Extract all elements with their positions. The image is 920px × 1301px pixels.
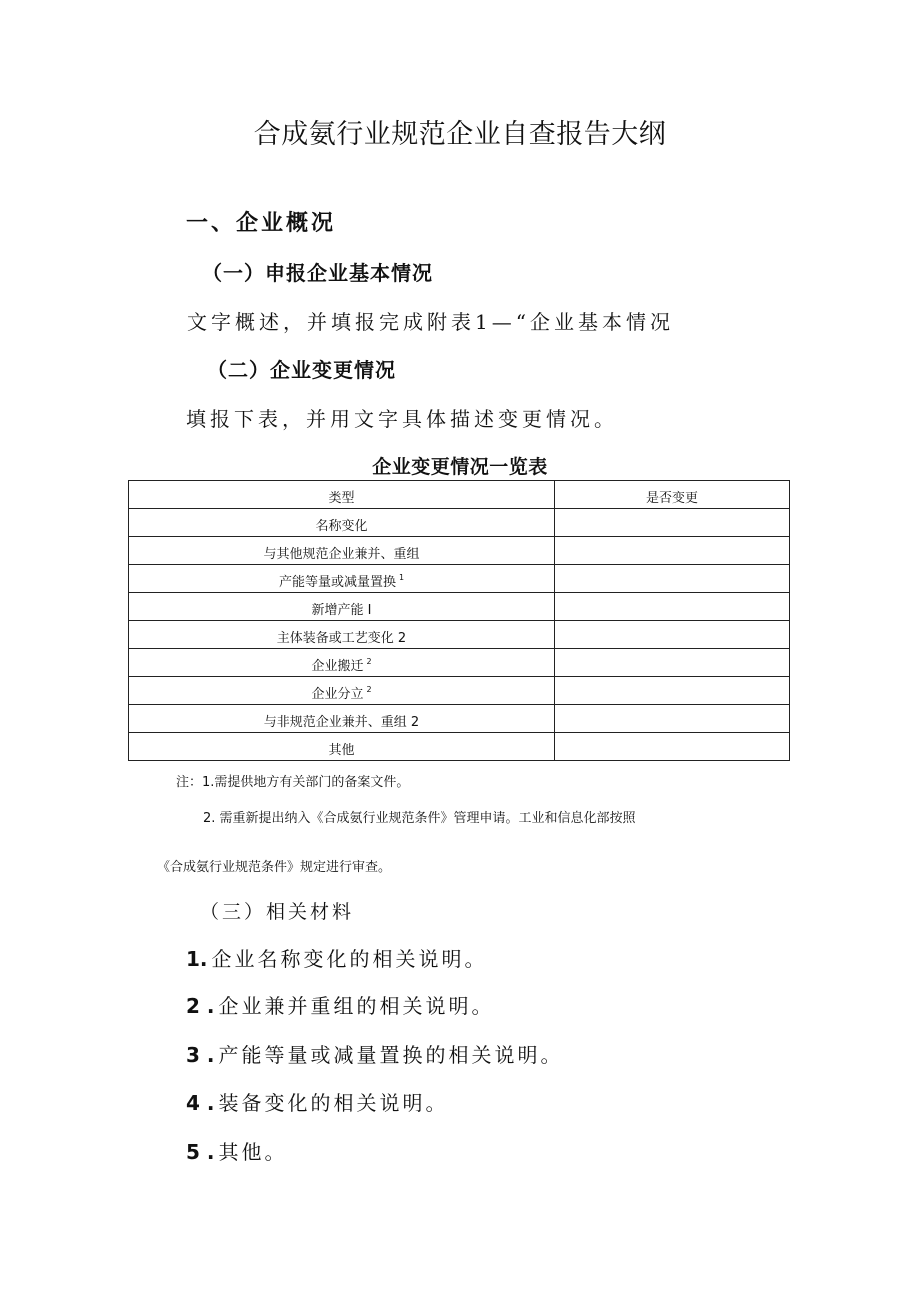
- table-row: [129, 649, 790, 677]
- table-row: [129, 537, 790, 565]
- list-item: [186, 1039, 563, 1068]
- cell-type-label: 新增产能 I: [311, 603, 372, 618]
- cell-type-label: 与其他规范企业兼并、重组: [263, 547, 420, 562]
- subsection-heading-basic-info: （一）申报企业基本情况: [202, 261, 433, 285]
- list-item-number: 3 .: [186, 1043, 215, 1067]
- footnote-marker: 2: [366, 657, 372, 666]
- cell-type: [129, 705, 555, 733]
- list-item: [186, 990, 494, 1019]
- list-item-number: 1.: [186, 947, 208, 971]
- table-body: [129, 509, 790, 761]
- list-item: [186, 1136, 287, 1165]
- cell-changed[interactable]: [555, 733, 790, 761]
- table-row: [129, 509, 790, 537]
- cell-changed[interactable]: [555, 593, 790, 621]
- cell-type-label: 主体装备或工艺变化 2: [276, 631, 407, 646]
- table-note: 2. 需重新提出纳入《合成氨行业规范条件》管理申请。工业和信息化部按照: [203, 811, 636, 826]
- table-row: [129, 593, 790, 621]
- cell-type-label: 企业搬迁: [311, 659, 364, 674]
- cell-type: [129, 537, 555, 565]
- subsection-body-changes: 填报下表，并用文字具体描述变更情况。: [186, 407, 618, 431]
- subsection-body-basic-info: 文字概述，并填报完成附表1—“企业基本情况: [187, 310, 674, 334]
- list-item-number: 2 .: [186, 994, 215, 1018]
- cell-changed[interactable]: [555, 537, 790, 565]
- cell-type: [129, 733, 555, 761]
- cell-type: [129, 565, 555, 593]
- document-title: 合成氨行业规范企业自查报告大纲: [253, 119, 667, 150]
- cell-changed[interactable]: [555, 621, 790, 649]
- list-item-text: 企业名称变化的相关说明。: [211, 947, 488, 971]
- table-row: [129, 677, 790, 705]
- table-note: 《合成氨行业规范条件》规定进行审查。: [157, 860, 392, 875]
- header-type: 类型: [129, 481, 555, 509]
- list-item: [186, 1087, 448, 1116]
- list-item-text: 企业兼并重组的相关说明。: [218, 994, 495, 1018]
- cell-type: [129, 677, 555, 705]
- table-row: [129, 705, 790, 733]
- cell-type-label: 产能等量或减量置换: [278, 575, 396, 590]
- cell-changed[interactable]: [555, 509, 790, 537]
- table-row: [129, 733, 790, 761]
- table-caption: 企业变更情况一览表: [372, 456, 548, 478]
- change-table: [128, 480, 790, 761]
- cell-type-label: 名称变化: [315, 519, 368, 534]
- list-item-number: 5 .: [186, 1140, 215, 1164]
- list-item-text: 其他。: [218, 1140, 288, 1164]
- table-row: [129, 565, 790, 593]
- subsection-heading-changes: （二）企业变更情况: [207, 358, 396, 382]
- list-item-text: 产能等量或减量置换的相关说明。: [218, 1043, 564, 1067]
- cell-changed[interactable]: [555, 565, 790, 593]
- header-changed: 是否变更: [555, 481, 790, 509]
- table-row: [129, 621, 790, 649]
- cell-type: [129, 509, 555, 537]
- cell-changed[interactable]: [555, 705, 790, 733]
- subsection-heading-materials: （三）相关材料: [200, 901, 355, 923]
- cell-changed[interactable]: [555, 649, 790, 677]
- footnote-marker: 1: [398, 573, 405, 582]
- cell-type: [129, 621, 555, 649]
- table-note: 注：1.需提供地方有关部门的备案文件。: [176, 775, 410, 790]
- list-item-text: 装备变化的相关说明。: [218, 1091, 449, 1115]
- list-item: [186, 943, 488, 972]
- cell-type: [129, 649, 555, 677]
- cell-type-label: 其他: [328, 743, 355, 758]
- list-item-number: 4 .: [186, 1091, 215, 1115]
- section-heading-enterprise-overview: 一、企业概况: [186, 211, 337, 236]
- cell-type-label: 企业分立: [311, 687, 364, 702]
- cell-type: [129, 593, 555, 621]
- cell-type-label: 与非规范企业兼并、重组 2: [263, 715, 420, 730]
- footnote-marker: 2: [366, 685, 372, 694]
- cell-changed[interactable]: [555, 677, 790, 705]
- table-header-row: [129, 481, 790, 509]
